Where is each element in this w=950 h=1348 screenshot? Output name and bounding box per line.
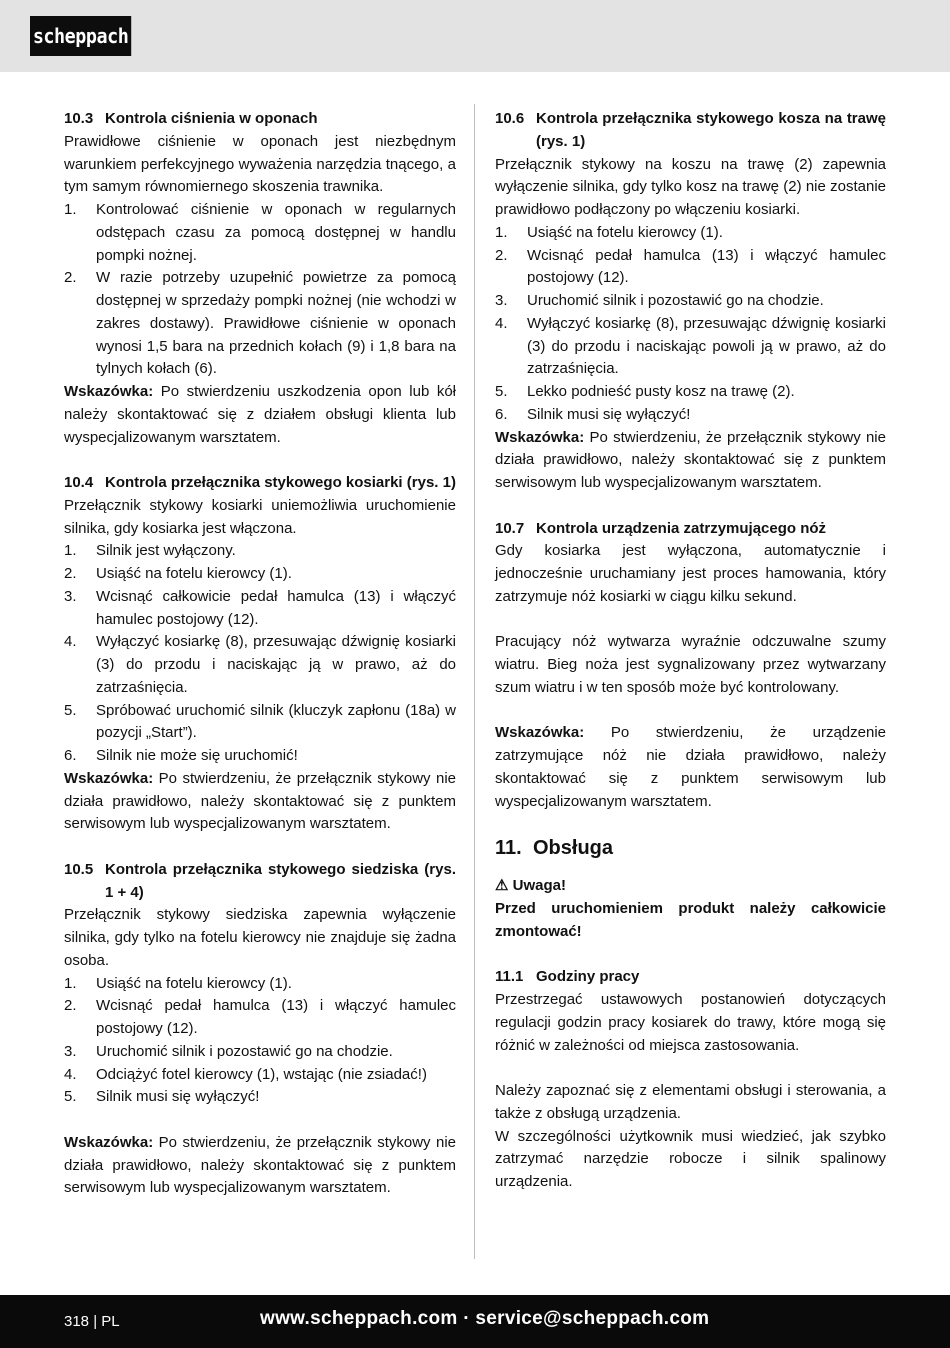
left-column bbox=[64, 108, 456, 1200]
page-footer bbox=[0, 1295, 950, 1348]
section-10-5-intro: Przełącznik stykowy siedziska zapewnia wyłączenie silnika, gdy tylko na fotelu kierowcy nie znajduje się żadna osoba. bbox=[64, 906, 456, 969]
section-11-1-p3: W szczególności użytkownik musi wiedzieć, jak szybko zatrzymać narzędzie robocze i silnik spalinowy urządzenia. bbox=[495, 1127, 886, 1190]
list-item: 3. Wcisnąć całkowicie pedał hamulca (13) i włączyć hamulec postojowy (12). bbox=[64, 587, 456, 628]
section-10-4-intro: Przełącznik stykowy kosiarki uniemożliwia uruchomienie silnika, gdy kosiarka jest włączona. bbox=[64, 496, 456, 537]
list-item: 2. W razie potrzeby uzupełnić powietrze za pomocą dostępnej w sprzedaży pompki nożnej (nie wchodzi w zakres dostawy). Prawidłowe ciśnienie w oponach wynosi 1,5 bara na przednich kołach (9) i 1,8 bara na tylnych kołach (6). bbox=[64, 269, 456, 378]
list-item: 4. Wyłączyć kosiarkę (8), przesuwając dźwignię kosiarki (3) do przodu i naciskając powoli ją w prawo, aż do zatrzaśnięcia. bbox=[495, 314, 886, 378]
list-item: 4. Wyłączyć kosiarkę (8), przesuwając dźwignię kosiarki (3) do przodu i naciskając ją w prawo, aż do zatrzaśnięcia. bbox=[64, 633, 456, 696]
list-item: 5. Lekko podnieść pusty kosz na trawę (2). bbox=[495, 383, 795, 400]
warning-label: ⚠ Uwaga! bbox=[495, 877, 566, 895]
section-10-7-p2: Pracujący nóż wytwarza wyraźnie odczuwalne szumy wiatru. Bieg noża jest sygnalizowany przez wytwarzany szum wiatru i w ten sposób może być kontrolowany. bbox=[495, 633, 886, 696]
section-10-3-note: Wskazówka: Po stwierdzeniu uszkodzenia opon lub kół należy skontaktować się z działem obsługi klienta lub wyspecjalizowanym warsztatem. bbox=[64, 383, 456, 446]
list-item: 1. Silnik jest wyłączony. bbox=[64, 542, 236, 560]
section-10-6-note: Wskazówka: Po stwierdzeniu, że przełącznik stykowy nie działa prawidłowo, należy skontaktować się z punktem serwisowym lub wyspecjalizowanym warsztatem. bbox=[495, 428, 886, 491]
list-item: 6. Silnik musi się wyłączyć! bbox=[495, 405, 691, 423]
section-10-3-heading: 10.3 Kontrola ciśnienia w oponach bbox=[64, 110, 318, 127]
section-10-7-note: Wskazówka: Po stwierdzeniu, że urządzenie zatrzymujące nóż nie działa prawidłowo, należy skontaktować się z punktem serwisowym lub wyspecjalizowanym warsztatem. bbox=[495, 724, 886, 810]
scheppach-logo: scheppach bbox=[30, 16, 131, 56]
list-item: 5. Spróbować uruchomić silnik (kluczyk zapłonu (18a) w pozycji „Start”). bbox=[64, 701, 456, 742]
section-10-4-heading: 10.4 Kontrola przełącznika stykowego kosiarki (rys. 1) bbox=[64, 474, 456, 491]
section-11-1-p2: Należy zapoznać się z elementami obsługi i sterowania, a także z obsługą urządzenia. bbox=[495, 1082, 886, 1122]
list-item: 1. Usiąść na fotelu kierowcy (1). bbox=[64, 974, 292, 992]
right-column bbox=[495, 108, 886, 1194]
list-item: 4. Odciążyć fotel kierowcy (1), wstając (nie zsiadać!) bbox=[64, 1065, 427, 1083]
list-item: 1. Usiąść na fotelu kierowcy (1). bbox=[495, 223, 723, 241]
section-10-6-intro: Przełącznik stykowy na koszu na trawę (2) zapewnia wyłączenie silnika, gdy tylko kosz na trawę (2) nie zostanie prawidłowo podłączony po włączeniu kosiarki. bbox=[495, 155, 886, 218]
list-item: 2. Wcisnąć pedał hamulca (13) i włączyć hamulec postojowy (12). bbox=[64, 997, 456, 1037]
section-10-5-note: Wskazówka: Po stwierdzeniu, że przełącznik stykowy nie działa prawidłowo, należy skontaktować się z punktem serwisowym lub wyspecjalizowanym warsztatem. bbox=[64, 1133, 456, 1197]
list-item: 5. Silnik musi się wyłączyć! bbox=[64, 1088, 260, 1106]
list-item: 1. Kontrolować ciśnienie w oponach w regularnych odstępach czasu za pomocą dostępnej w handlu pompki nożnej. bbox=[64, 201, 456, 264]
list-item: 2. Usiąść na fotelu kierowcy (1). bbox=[64, 565, 292, 582]
list-item: 3. Uruchomić silnik i pozostawić go na chodzie. bbox=[495, 292, 824, 309]
list-item: 2. Wcisnąć pedał hamulca (13) i włączyć hamulec postojowy (12). bbox=[495, 246, 886, 287]
section-11-1-p1: Przestrzegać ustawowych postanowień dotyczących regulacji godzin pracy kosiarek do trawy, które mogą się różnić w zależności od miejsca zastosowania. bbox=[495, 991, 886, 1054]
section-11-1-heading: 11.1 Godziny pracy bbox=[495, 968, 640, 986]
section-10-4-note: Wskazówka: Po stwierdzeniu, że przełącznik stykowy nie działa prawidłowo, należy skontaktować się z punktem serwisowym lub wyspecjalizowanym warsztatem. bbox=[64, 769, 456, 833]
section-11-heading: 11. Obsługa bbox=[495, 837, 614, 860]
page-number: 318 | PL bbox=[64, 1313, 120, 1330]
list-item: 6. Silnik nie może się uruchomić! bbox=[64, 747, 298, 764]
section-10-3-intro: Prawidłowe ciśnienie w oponach jest niezbędnym warunkiem perfekcyjnego wyważenia narzędzia tnącego, a tym samym równomiernego skoszenia trawnika. bbox=[64, 132, 456, 196]
footer-contact: www.scheppach.com · service@scheppach.com bbox=[260, 1308, 710, 1329]
column-divider bbox=[474, 104, 475, 1259]
section-10-5-heading: 10.5 Kontrola przełącznika stykowego siedziska (rys. 1 + 4) bbox=[64, 860, 456, 901]
section-10-6-heading: 10.6 Kontrola przełącznika stykowego kosza na trawę (rys. 1) bbox=[495, 110, 886, 150]
section-10-7-p1: Gdy kosiarka jest wyłączona, automatycznie i jednocześnie uruchamiany jest proces hamowania, który zatrzymuje nóż kosiarki w ciągu kilku sekund. bbox=[495, 542, 886, 605]
section-10-7-heading: 10.7 Kontrola urządzenia zatrzymującego nóż bbox=[495, 519, 827, 537]
warning-text: Przed uruchomieniem produkt należy całkowicie zmontować! bbox=[495, 900, 886, 940]
list-item: 3. Uruchomić silnik i pozostawić go na chodzie. bbox=[64, 1042, 393, 1060]
page-header bbox=[0, 0, 950, 72]
warning-icon: ⚠ bbox=[495, 877, 509, 895]
